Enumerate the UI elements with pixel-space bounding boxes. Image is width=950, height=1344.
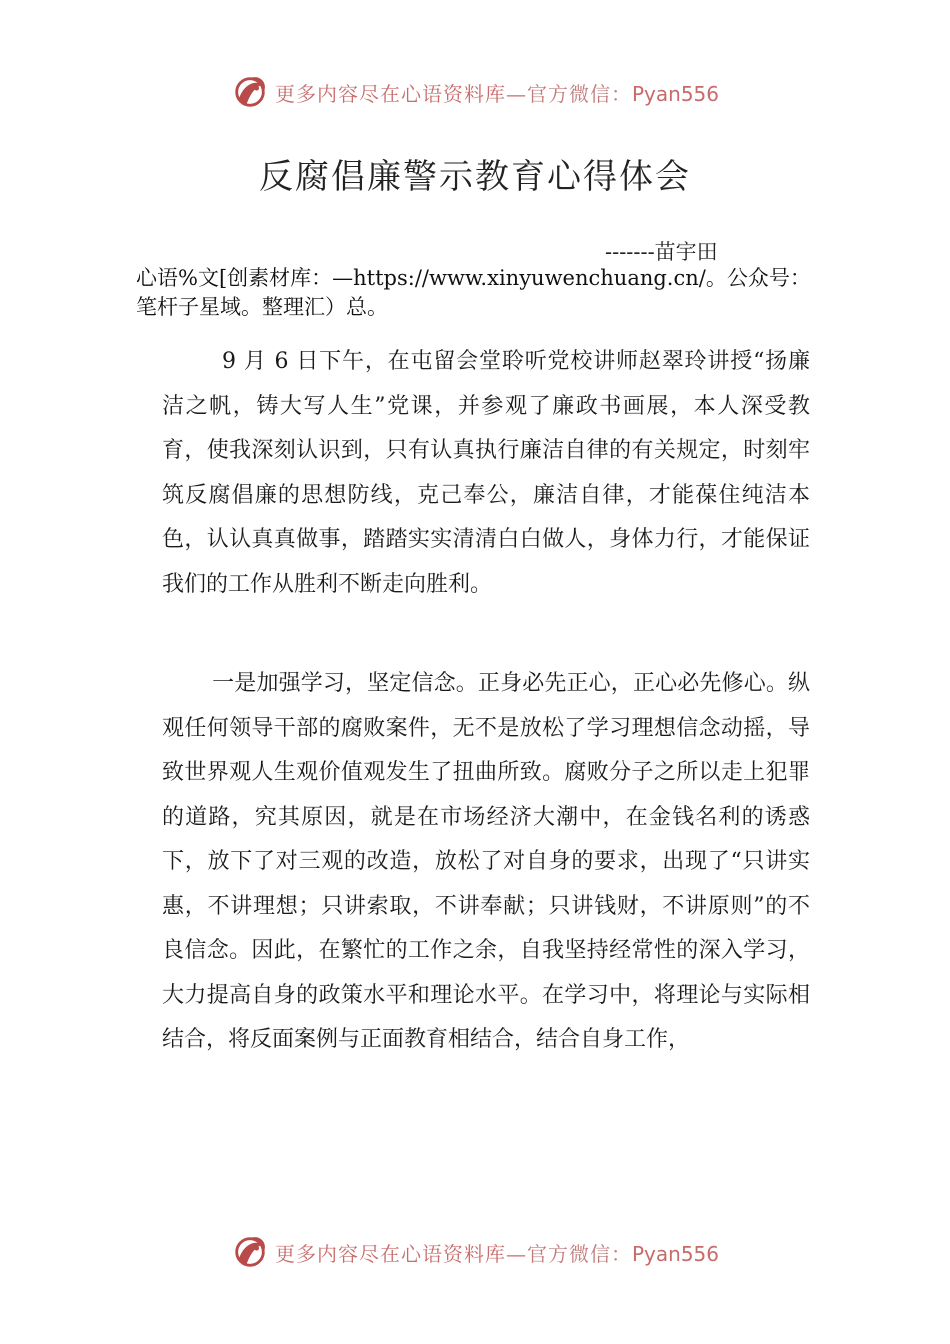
footer-watermark [0,1230,950,1274]
watermark-site-text: 更多内容尽在心语资料库 [274,81,506,106]
watermark-text [275,78,719,107]
watermark-wechat-label: 官方微信： [526,81,632,106]
red-swirl-logo-icon [231,1233,269,1271]
watermark-separator: — [505,1241,527,1266]
paragraph-intro [162,340,810,607]
watermark-wechat-label: 官方微信： [526,1241,632,1266]
document-author: -------苗宇田 [605,240,718,264]
watermark-site-text: 更多内容尽在心语资料库 [274,1241,506,1266]
paragraph-intro-text: 9 月 6 日下午，在屯留会堂聆听党校讲师赵翠玲讲授“扬廉洁之帆，铸大写人生”党课，并参观了廉政书画展，本人深受教育，使我深刻认识到，只有认真执行廉洁自律的有关规定，时刻牢筑反腐倡廉的思想防线，克己奉公，廉洁自律，才能葆住纯洁本色，认认真真做事，踏踏实实清清白白做人，身体力行，才能保证我们的工作从胜利不断走向胜利。 [162,349,810,597]
watermark-wechat-id: Pyan556 [631,81,719,106]
red-swirl-logo-icon [231,73,269,111]
source-line: 心语%文[创素材库：—https://www.xinyuwenchuang.cn/。公众号：笔杆子星域。整理汇）总。 [136,266,811,319]
document-title: 反腐倡廉警示教育心得体会 [259,156,691,197]
watermark-text [275,1238,719,1267]
watermark-separator: — [505,81,527,106]
watermark-wechat-id: Pyan556 [631,1241,719,1266]
paragraph-study [162,662,810,1063]
header-watermark [0,70,950,114]
paragraph-study-text: 一是加强学习，坚定信念。正身必先正心，正心必先修心。纵观任何领导干部的腐败案件，无不是放松了学习理想信念动摇，导致世界观人生观价值观发生了扭曲所致。腐败分子之所以走上犯罪的道路，究其原因，就是在市场经济大潮中，在金钱名利的诱惑下，放下了对三观的改造，放松了对自身的要求，出现了“只讲实惠，不讲理想；只讲索取，不讲奉献；只讲钱财，不讲原则”的不良信念。因此，在繁忙的工作之余，自我坚持经常性的深入学习，大力提高自身的政策水平和理论水平。在学习中，将理论与实际相结合，将反面案例与正面教育相结合，结合自身工作， [162,671,810,1052]
